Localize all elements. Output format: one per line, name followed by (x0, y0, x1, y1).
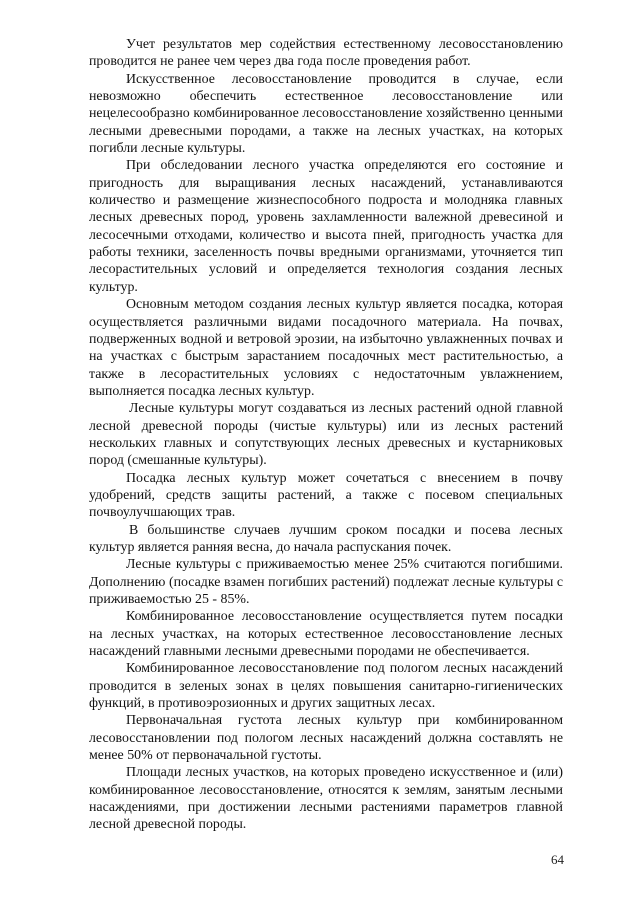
paragraph-3: При обследовании лесного участка определяются его состояние и пригодность для выращивания лесных насаждений, устанавливаются количество и размещение жизнеспособного подроста и молодняка главных лесных древесных пород, уровень захламленности валежной древесиной и лесосечными отходами, количество и высота пней, пригодность участка для работы техники, заселенность почвы вредными организмами, уточняется тип лесорастительных условий и определяется технология создания лесных культур. (89, 158, 563, 295)
paragraph-2: Искусственное лесовосстановление проводится в случае, если невозможно обеспечить естественное лесовосстановление или нецелесообразно комбинированное лесовосстановление хозяйственно ценными лесными древесными породами, а также на лесных участках, на которых погибли лесные культуры. (89, 71, 563, 157)
paragraph-12: Площади лесных участков, на которых проведено искусственное и (или) комбинированное лесовосстановление, относятся к землям, занятым лесными насаждениями, при достижении лесными растениями параметров главной лесной древесной породы. (89, 765, 563, 833)
page-number: 64 (551, 852, 564, 867)
paragraph-8: Лесные культуры с приживаемостью менее 25% считаются погибшими. Дополнению (посадке взамен погибших растений) подлежат лесные культуры с приживаемостью 25 - 85%. (89, 557, 563, 607)
paragraph-5: Лесные культуры могут создаваться из лесных растений одной главной лесной древесной породы (чистые культуры) или из лесных растений нескольких главных и сопутствующих лесных древесных и кустарниковых пород (смешанные культуры). (89, 401, 563, 469)
paragraph-11: Первоначальная густота лесных культур при комбинированном лесовосстановлении под пологом лесных насаждений должна составлять не менее 50% от первоначальной густоты. (89, 713, 563, 764)
paragraph-7: В большинстве случаев лучшим сроком посадки и посева лесных культур является ранняя весна, до начала распускания почек. (89, 522, 563, 555)
paragraph-9: Комбинированное лесовосстановление осуществляется путем посадки на лесных участках, на которых естественное лесовосстановление лесных насаждений главными лесными древесными породами не обеспечивается. (89, 609, 563, 660)
paragraph-4: Основным методом создания лесных культур является посадка, которая осуществляется различными видами посадочного материала. На почвах, подверженных водной и ветровой эрозии, на избыточно увлажненных почвах и на участках с быстрым зарастанием посадочных мест растительностью, а также в лесорастительных условиях с недостаточным увлажнением, выполняется посадка лесных культур. (89, 297, 563, 399)
paragraph-6: Посадка лесных культур может сочетаться с внесением в почву удобрений, средств защиты растений, а также с посевом специальных почвоулучшающих трав. (89, 470, 563, 521)
document-body (89, 36, 563, 834)
paragraph-10: Комбинированное лесовосстановление под пологом лесных насаждений проводится в зеленых зонах в целях повышения санитарно-гигиенических функций, в противоэрозионных и других защитных лесах. (89, 661, 563, 712)
paragraph-1: Учет результатов мер содействия естественному лесовосстановлению проводится не ранее чем через два года после проведения работ. (89, 37, 563, 70)
